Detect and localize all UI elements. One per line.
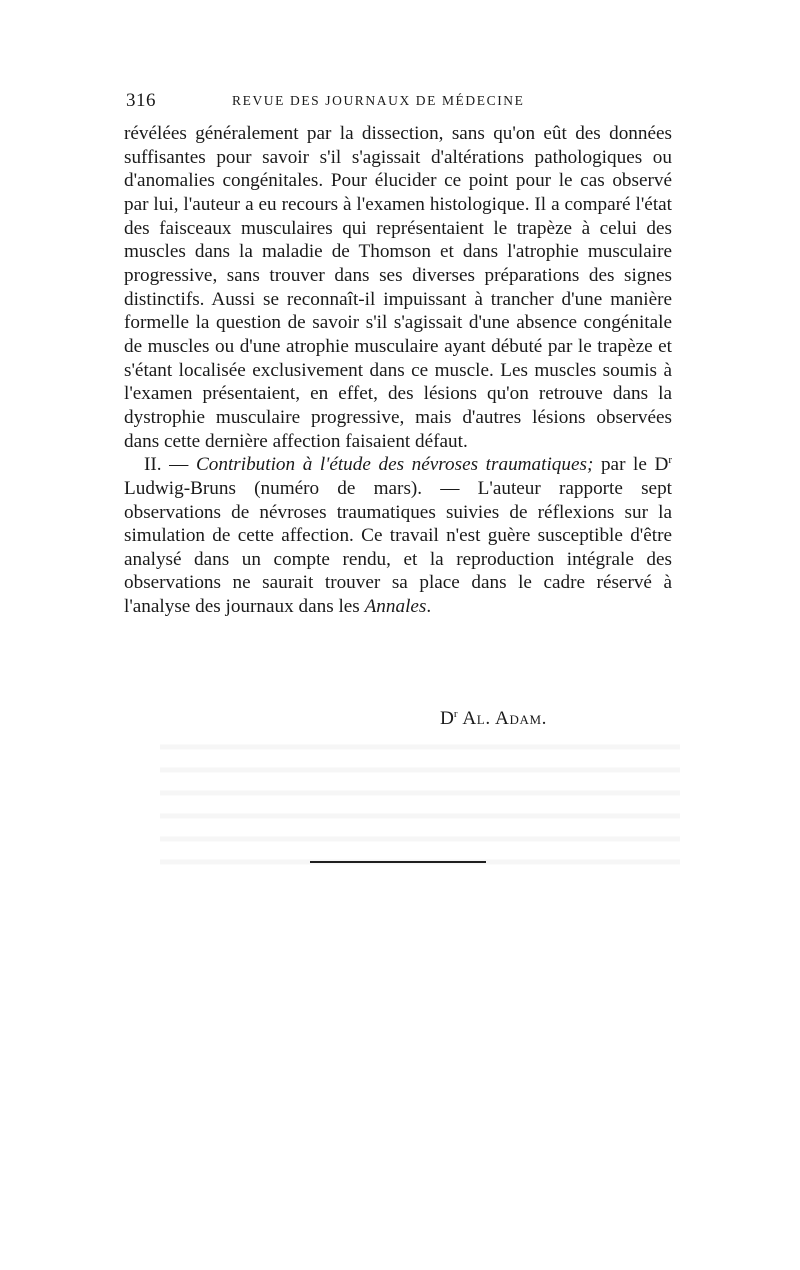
paragraph-continuation: révélées généralement par la dissection, sans qu'on eût des données suffisantes pour savoir s'il s'agissait d'altérations pathologiques ou d'anomalies congénitales. Pour élucider ce point pour le cas observé par lui, l'auteur a eu recours à l'examen histologique. Il a comparé l'état des faisceaux musculaires qui représentaient le trapèze à celui des muscles dans la maladie de Thomson et dans l'atrophie musculaire progressive, sans trouver dans ses diverses préparations des signes distinctifs. Aussi se reconnaît-il impuissant à trancher d'une manière formelle la question de savoir s'il s'agissait d'une absence congénitale de muscles ou d'une atrophie musculaire ayant débuté par le trapèze et s'étant localisée exclusivement dans ce muscle. Les muscles soumis à l'examen présentaient, en effet, des lésions qu'on retrouve dans la dystrophie musculaire progressive, mais d'autres lésions observées dans cette dernière affection faisaient défaut. — [124, 123, 672, 452]
paragraph-review-II — [124, 453, 672, 619]
signature-prefix: D — [440, 708, 454, 729]
review-text: Ludwig-Bruns (numéro de mars). — L'auteur rapporte sept observations de névroses traumatiques suivies de réflexions sur la simulation de cette affection. Ce travail n'est guère susceptible d'être analysé dans un compte rendu, et la reproduction intégrale des observations ne saurait trouver sa place dans le cadre réservé à l'analyse des journaux dans les — [124, 477, 672, 618]
body-text — [124, 122, 672, 619]
article-title: Contribution à l'étude des névroses traumatiques; — [195, 454, 594, 476]
end-punctuation: . — [426, 596, 432, 618]
signature-superscript: r — [453, 708, 458, 720]
page-number: 316 — [126, 90, 156, 111]
author-prefix: par le D — [600, 454, 669, 476]
section-end-rule — [310, 861, 486, 863]
journal-title: REVUE DES JOURNAUX DE MÉDECINE — [232, 93, 525, 108]
author-title-superscript: r — [668, 454, 673, 467]
journal-name: Annales — [364, 596, 427, 618]
review-number: II. — — [144, 454, 189, 476]
signature — [440, 706, 547, 732]
running-head — [126, 88, 672, 114]
signature-name: Al. Adam. — [462, 708, 548, 729]
paper-show-through — [160, 730, 680, 870]
